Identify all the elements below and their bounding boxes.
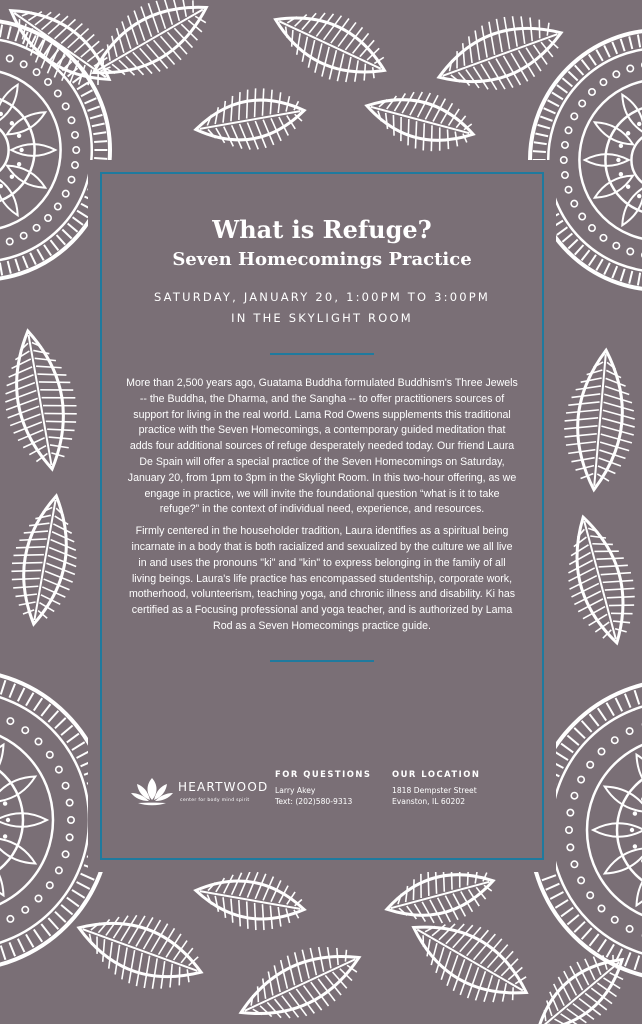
contact-name: Larry Akey (275, 786, 316, 795)
card-content (124, 215, 520, 662)
questions-block (275, 768, 371, 807)
leaf-ornament (359, 78, 480, 162)
description-paragraph-2: Firmly centered in the householder tradition, Laura identifies as a spiritual being incarnate in a body that is both racialized and sexualized by the culture we all live in and uses the pronouns "ki" and "kin" to express belonging in the family of all living beings. Laura's life practice has encompassed studentship, corporate work, motherhood, volunteerism, teaching yoga, and chronic illness and disability. Ki has certified as a Focusing professional and yoga teacher, and is authorized by Lama Rod as a Seven Homecomings practice guide. (128, 525, 516, 632)
heartwood-logo (128, 776, 268, 812)
event-location-line: IN THE SKYLIGHT ROOM (231, 311, 413, 325)
contact-phone: Text: (202)580-9313 (275, 797, 353, 806)
event-date (124, 287, 520, 329)
leaf-ornament (519, 938, 640, 1024)
event-card (88, 160, 556, 872)
location-heading: OUR LOCATION (392, 769, 481, 779)
leaf-ornament (2, 490, 87, 629)
questions-heading: FOR QUESTIONS (275, 769, 372, 779)
divider-bottom (270, 660, 374, 662)
divider-top (270, 353, 374, 355)
lotus-icon (128, 776, 176, 806)
leaf-ornament (262, 0, 398, 99)
leaf-ornament (228, 929, 373, 1024)
logo-name: HEARTWOOD (178, 780, 269, 794)
leaf-ornament (191, 862, 309, 938)
address-city: Evanston, IL 60202 (392, 797, 466, 806)
logo-tagline: center for body mind spirit (180, 798, 250, 803)
event-subtitle: Seven Homecomings Practice (172, 249, 472, 270)
event-date-line: SATURDAY, JANUARY 20, 1:00PM TO 3:00PM (153, 290, 491, 304)
address-street: 1818 Dempster Street (392, 786, 477, 795)
leaf-ornament (191, 81, 310, 160)
leaf-ornament (427, 0, 573, 110)
leaf-ornament (67, 895, 213, 1005)
event-title: What is Refuge? (212, 215, 432, 244)
leaf-ornament (77, 0, 223, 102)
location-block (392, 768, 480, 807)
description-paragraph-1: More than 2,500 years ago, Guatama Buddha formulated Buddhism's Three Jewels -- the Buddha, the Dharma, and the Sangha -- to offer practitioners sources of support for living in the real world. Lama Rod Owens supplements this traditional practice with the Seven Homecomings, a contemporary guided meditation that adds four additional sources of refuge desperately needed today. Our friend Laura De Spain will offer a special practice of the Seven Homecomings on Saturday, January 20, from 1pm to 3pm in the Skylight Room. In this two-hour offering, as we engage in practice, we will invite the foundational question “what is it to take refuge?” in the context of individual need, experience, and resources. (126, 377, 518, 516)
leaf-ornament (552, 509, 642, 651)
footer (128, 768, 526, 816)
leaf-ornament (0, 325, 87, 475)
leaf-ornament (559, 347, 641, 493)
